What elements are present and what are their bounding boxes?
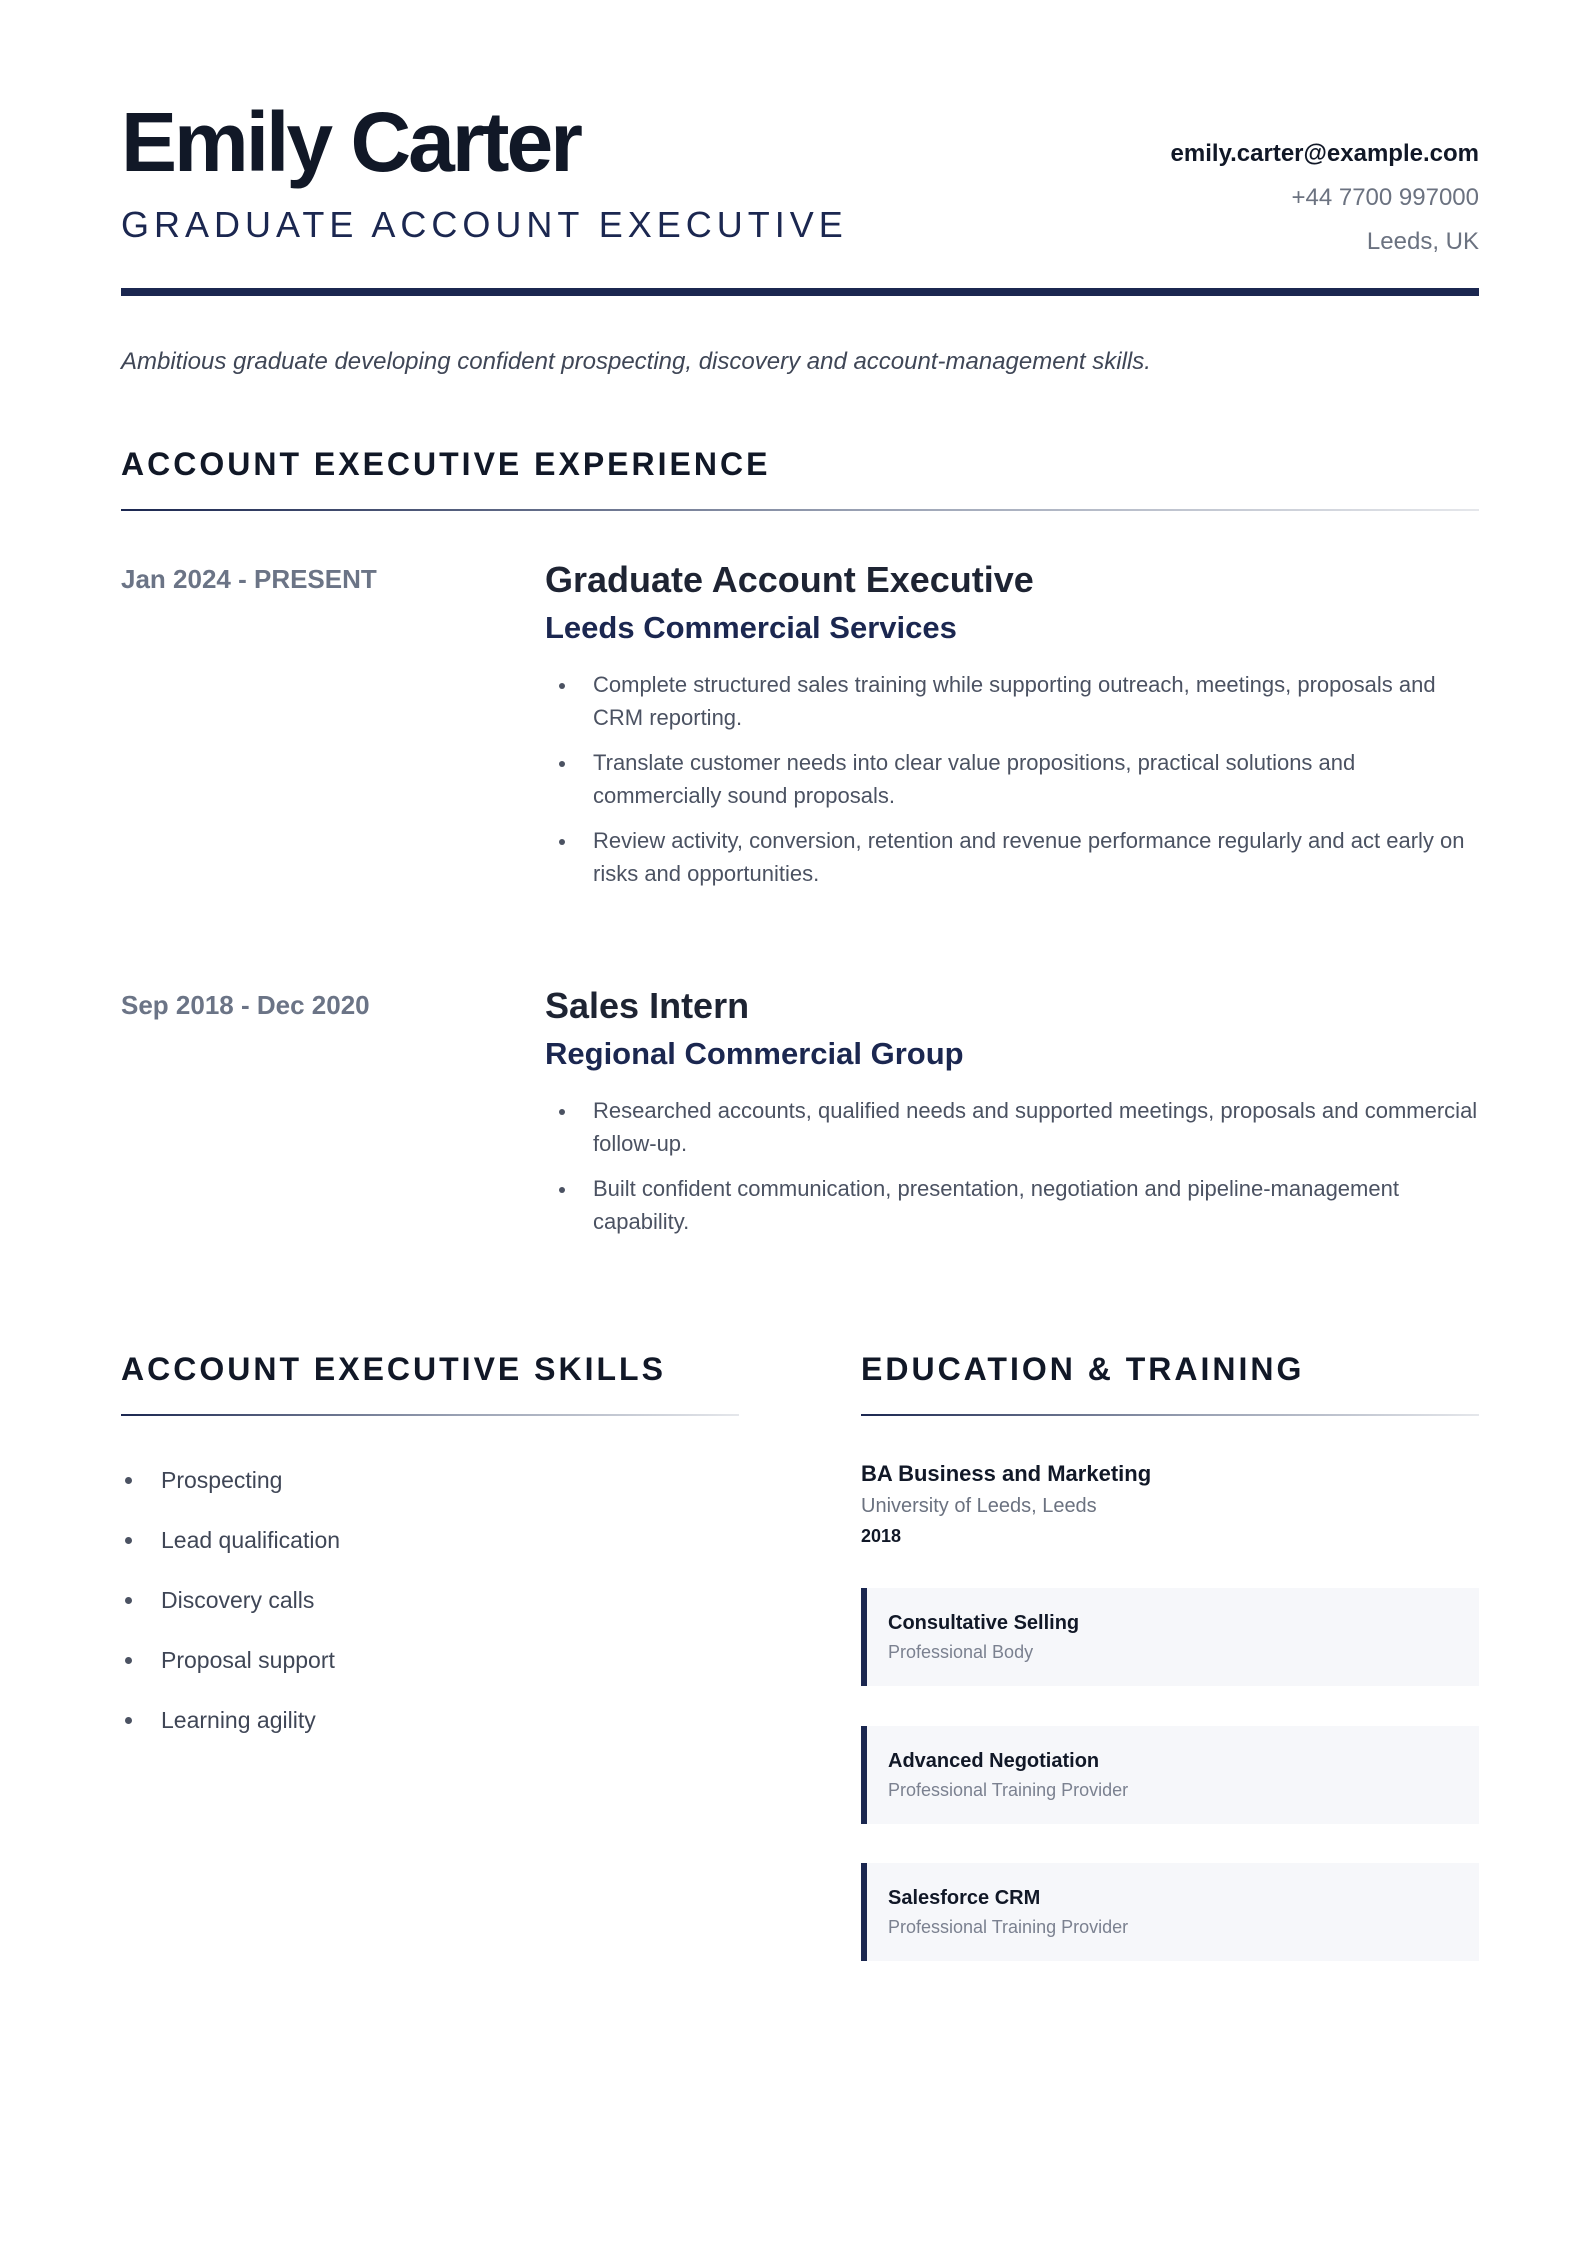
contact-phone[interactable]: +44 7700 997000 [1291, 184, 1479, 211]
contact-email[interactable]: emily.carter@example.com [1170, 140, 1479, 167]
education-divider [861, 1414, 1479, 1416]
job-details [545, 984, 1479, 1250]
job-dates: Jan 2024 - PRESENT [121, 564, 377, 594]
job-bullet: Built confident communication, presentation, negotiation and pipeline-management capability. [545, 1172, 1479, 1238]
certification-card [861, 1588, 1479, 1686]
certification-provider: Professional Training Provider [888, 1917, 1129, 1937]
school-name: University of Leeds, Leeds [861, 1495, 1097, 1517]
job-bullet: Translate customer needs into clear value propositions, practical solutions and commercially sound proposals. [545, 746, 1479, 812]
certification-name: Advanced Negotiation [888, 1750, 1100, 1772]
skill-item: Proposal support [121, 1630, 340, 1690]
job-title: Graduate Account Executive [545, 559, 1034, 600]
certification-card [861, 1726, 1479, 1824]
skill-item: Lead qualification [121, 1510, 340, 1570]
education-heading: EDUCATION & TRAINING [861, 1351, 1305, 1387]
job-title: Sales Intern [545, 985, 750, 1026]
contact-block [1171, 132, 1479, 264]
skills-list [121, 1450, 340, 1750]
certification-name: Consultative Selling [888, 1612, 1080, 1634]
experience-divider [121, 509, 1479, 511]
degree-name: BA Business and Marketing [861, 1461, 1152, 1486]
candidate-role: GRADUATE ACCOUNT EXECUTIVE [121, 204, 848, 245]
job-bullet: Complete structured sales training while supporting outreach, meetings, proposals and CRM reporting. [545, 668, 1479, 734]
resume-page [121, 0, 1479, 2246]
experience-heading: ACCOUNT EXECUTIVE EXPERIENCE [121, 446, 771, 482]
certification-provider: Professional Body [888, 1642, 1034, 1662]
job-bullets [545, 1094, 1479, 1238]
job-details [545, 558, 1479, 902]
certification-name: Salesforce CRM [888, 1887, 1041, 1909]
profile-summary: Ambitious graduate developing confident prospecting, discovery and account-management skills. [121, 348, 1151, 375]
job-company: Leeds Commercial Services [545, 610, 957, 645]
contact-location: Leeds, UK [1366, 228, 1479, 255]
job-bullet: Researched accounts, qualified needs and supported meetings, proposals and commercial follow-up. [545, 1094, 1479, 1160]
skills-divider [121, 1414, 739, 1416]
job-bullets [545, 668, 1479, 890]
resume-header [121, 90, 1479, 296]
skills-heading: ACCOUNT EXECUTIVE SKILLS [121, 1351, 666, 1387]
job-company: Regional Commercial Group [545, 1036, 964, 1071]
skill-item: Prospecting [121, 1450, 340, 1510]
job-bullet: Review activity, conversion, retention and revenue performance regularly and act early on risks and opportunities. [545, 824, 1479, 890]
certification-provider: Professional Training Provider [888, 1780, 1129, 1800]
certification-card [861, 1863, 1479, 1961]
skill-item: Discovery calls [121, 1570, 340, 1630]
job-dates: Sep 2018 - Dec 2020 [121, 990, 370, 1020]
skill-item: Learning agility [121, 1690, 340, 1750]
education-entry [861, 1458, 1479, 1550]
graduation-year: 2018 [861, 1526, 902, 1546]
candidate-name: Emily Carter [121, 95, 580, 189]
header-divider [121, 288, 1479, 296]
